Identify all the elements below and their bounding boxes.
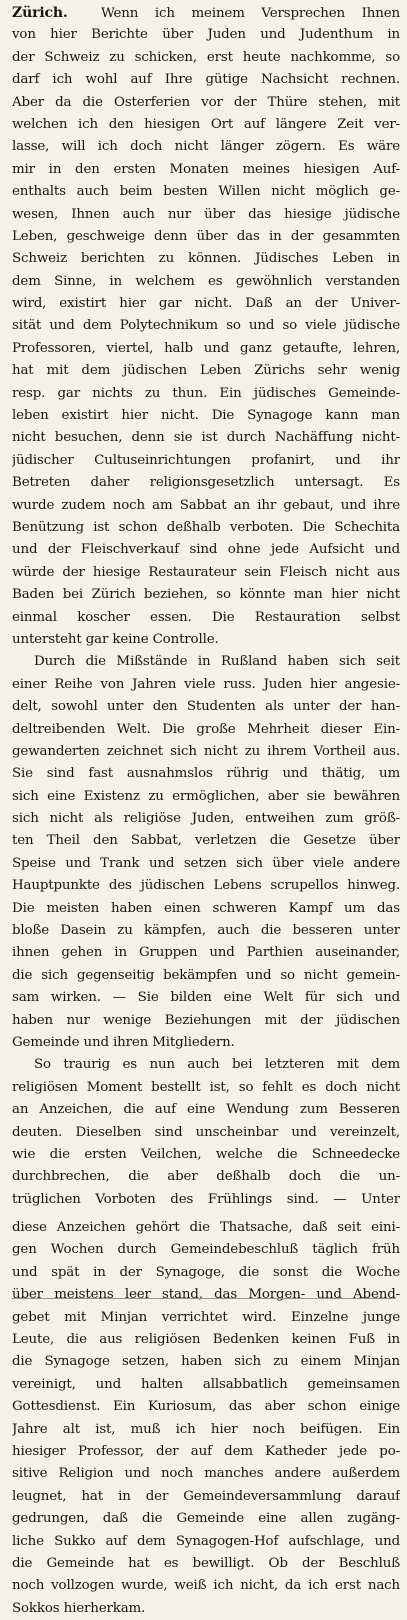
text-line: Aber da die Osterferien vor der Thüre stehen, mit — [12, 94, 400, 110]
text-line: Sie sind fast ausnahmslos rührig und thätig, um — [12, 766, 400, 782]
text-line: würde der hiesige Restaurateur sein Fleisch nicht aus — [12, 564, 400, 580]
text-line: Leute, die aus religiösen Bedenken keinen Fuß in — [12, 1332, 400, 1348]
text-line: gewanderten zeichnet sich nicht zu ihrem Vortheil aus. — [12, 743, 400, 759]
text-line: Speise und Trank und setzen sich über viele andere — [12, 855, 400, 871]
text-line: über meistens leer stand, das Morgen- und Abend- — [12, 1287, 400, 1303]
text-line: Sokkos hierherkam. — [12, 1600, 146, 1616]
text-line: Die meisten haben einen schweren Kampf um das — [12, 900, 400, 916]
text-line: religiösen Moment bestellt ist, so fehlt es doch nicht — [12, 1079, 400, 1095]
paragraph-1 — [12, 2, 400, 651]
text-line: enthalts auch beim besten Willen nicht möglich ge- — [12, 184, 400, 200]
text-line: leben existirt hier nicht. Die Synagoge kann man — [12, 408, 400, 424]
text-line: sitive Religion und noch manches andere außerdem — [12, 1466, 400, 1482]
text-line: die sich gegenseitig bekämpfen und so nicht gemein- — [12, 967, 400, 983]
text-line: Gemeinde und ihren Mitgliedern. — [12, 1034, 235, 1050]
text-line: gedrungen, daß die Gemeinde eine allen zugäng- — [12, 1511, 400, 1527]
text-line: die Synagoge setzen, haben sich zu einem Minjan — [12, 1354, 400, 1370]
text-line: welchen ich den hiesigen Ort auf längere Zeit ver- — [12, 116, 400, 132]
text-line: haben nur wenige Beziehungen mit der jüdischen — [12, 1012, 400, 1028]
text-line: bloße Dasein zu kämpfen, auch die besseren unter — [12, 923, 400, 939]
bottom-rule — [12, 1298, 396, 1299]
paragraph-2 — [12, 651, 400, 1054]
text-line: Jahre alt ist, muß ich hier noch beifügen. Ein — [12, 1421, 400, 1437]
text-line: Schweiz berichten zu können. Jüdisches Leben in — [12, 251, 400, 267]
text-line: diese Anzeichen gehört die Thatsache, daß seit eini- — [12, 1220, 400, 1236]
text-line: durchbrechen, die aber deßhalb doch die un- — [12, 1169, 400, 1185]
paragraph-3 — [12, 1054, 400, 1620]
text-line: nicht besuchen, denn sie ist durch Nachäffung nicht- — [12, 430, 400, 446]
text-line: die Gemeinde hat es bewilligt. Ob der Beschluß — [12, 1555, 400, 1571]
text-line: wesen, Ihnen auch nur über das hiesige jüdische — [12, 206, 400, 222]
text-line: Betreten daher religionsgesetzlich untersagt. Es — [12, 475, 400, 491]
text-line: Leben, geschweige denn über das in der gesammten — [12, 228, 400, 244]
text-line: Professoren, viertel, halb und ganz getaufte, lehren, — [12, 340, 400, 356]
text-line: untersteht gar keine Controlle. — [12, 631, 219, 647]
text-line: sich nicht als religiöse Juden, entweihen zum größ- — [12, 811, 400, 827]
text-line: von hier Berichte über Juden und Judenthum in — [12, 27, 400, 43]
text-line: vereinigt, und halten allsabbatlich gemeinsamen — [12, 1376, 400, 1392]
article-column — [12, 2, 400, 1620]
text-line: noch vollzogen wurde, weiß ich nicht, da ich erst nach — [12, 1578, 400, 1594]
text-line: wird, existirt hier gar nicht. Daß an der Univer- — [12, 296, 400, 312]
text-line: einer Reihe von Jahren viele russ. Juden hier angesie- — [12, 676, 400, 692]
text-line: leugnet, hat in der Gemeindeversammlung darauf — [12, 1488, 400, 1504]
text-line: ihnen gehen in Gruppen und Parthien auseinander, — [12, 945, 400, 961]
text-line: hiesiger Professor, der auf dem Katheder jede po- — [12, 1444, 400, 1459]
text-line: und der Fleischverkauf sind ohne jede Aufsicht und — [12, 542, 400, 558]
text-line: delt, sowohl unter den Studenten als unter der han- — [12, 699, 400, 715]
text-line: wurde zudem noch am Sabbat an ihr gebaut, und ihre — [12, 497, 400, 513]
text-line: der Schweiz zu schicken, erst heute nachkomme, so — [12, 49, 400, 65]
text-line: trüglichen Vorboten des Frühlings sind. — Unter — [12, 1191, 400, 1207]
text-line: gen Wochen durch Gemeindebeschluß täglich früh — [12, 1242, 400, 1258]
text-line: Durch die Mißstände in Rußland haben sich seit — [34, 654, 400, 670]
text-line: liche Sukko auf dem Synagogen-Hof aufschlage, und — [12, 1533, 400, 1549]
text-line: hat mit dem jüdischen Leben Zürichs sehr wenig — [12, 363, 400, 379]
text-line: an Anzeichen, die auf eine Wendung zum Besseren — [12, 1102, 400, 1118]
text-line: und spät in der Synagoge, die sonst die Woche — [12, 1264, 400, 1280]
text-line: mir in den ersten Monaten meines hiesigen Auf- — [12, 161, 400, 177]
text-line: deuten. Dieselben sind unscheinbar und vereinzelt, — [12, 1124, 400, 1140]
text-line: ten Theil den Sabbat, verletzen die Gesetze über — [12, 833, 400, 849]
text-line: sität und dem Polytechnikum so und so viele jüdische — [12, 318, 400, 334]
text-line: darf ich wohl auf Ihre gütige Nachsicht rechnen. — [12, 72, 400, 88]
text-line: Baden bei Zürich beziehen, so könnte man hier nicht — [12, 587, 400, 603]
text-line: So traurig es nun auch bei letzteren mit dem — [34, 1057, 400, 1073]
text-line: Hauptpunkte des jüdischen Lebens scrupellos hinweg. — [12, 878, 400, 894]
text-line: dem Sinne, in welchem es gewöhnlich verstanden — [12, 273, 400, 289]
text-line: deltreibenden Welt. Die große Mehrheit dieser Ein- — [12, 721, 400, 737]
text-line: Zürich. Wenn ich meinem Versprechen Ihnen — [12, 5, 400, 21]
text-line: resp. gar nichts zu thun. Ein jüdisches Gemeinde- — [12, 385, 400, 401]
text-line: einmal koscher essen. Die Restauration selbst — [12, 609, 400, 625]
text-line: jüdischer Cultuseinrichtungen profanirt, und ihr — [12, 452, 400, 468]
dateline: Zürich. — [12, 5, 68, 21]
text-line: lasse, will ich doch nicht länger zögern. Es wäre — [12, 139, 400, 155]
text-line: gebet mit Minjan verrichtet wird. Einzelne junge — [12, 1309, 400, 1325]
text-line: Benützung ist schon deßhalb verboten. Die Schechita — [12, 519, 400, 535]
text-line: wie die ersten Veilchen, welche die Schneedecke — [12, 1146, 400, 1162]
text-line: sich eine Existenz zu ermöglichen, aber sie bewähren — [12, 788, 400, 804]
text-line: sam wirken. — Sie bilden eine Welt für sich und — [12, 990, 400, 1006]
text-line: Gottesdienst. Ein Kuriosum, das aber schon einige — [12, 1399, 400, 1415]
